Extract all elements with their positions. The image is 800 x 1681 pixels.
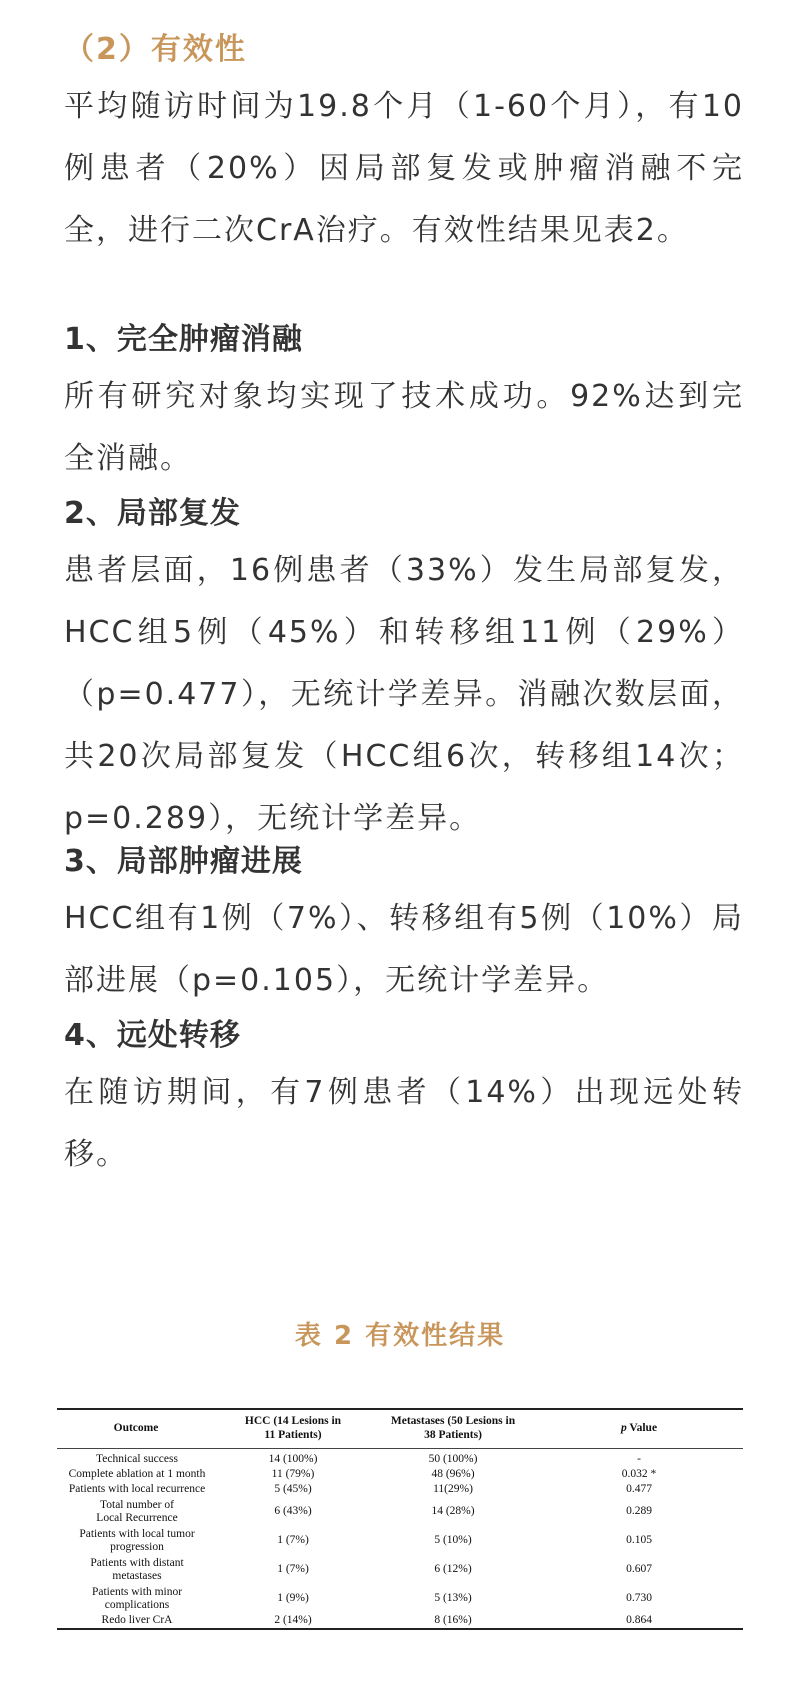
table-row	[57, 1526, 743, 1555]
cell-p-value: 0.477	[626, 1483, 652, 1495]
cell-hcc: 1 (7%)	[277, 1563, 309, 1575]
subsection-heading-local-recurrence: 2、局部复发	[64, 496, 241, 531]
cell-outcome	[57, 1555, 215, 1584]
table-row	[57, 1497, 743, 1526]
outcome-line: Complete ablation at 1 month	[68, 1468, 206, 1480]
outcome-line: metastases	[112, 1569, 162, 1582]
cell-hcc: 6 (43%)	[274, 1505, 312, 1517]
header-p-symbol: p	[620, 1422, 627, 1434]
cell-outcome	[57, 1497, 215, 1526]
cell-hcc: 5 (45%)	[274, 1483, 312, 1495]
subsection-body-local-progression: HCC组有1例（7%）、转移组有5例（10%）局部进展（p=0.105），无统计学差异。	[64, 901, 744, 998]
subsection-heading-distant-metastasis: 4、远处转移	[64, 1018, 241, 1053]
intro-paragraph: 平均随访时间为19.8个月（1-60个月），有10例患者（20%）因局部复发或肿瘤消融不完全，进行二次CrA治疗。有效性结果见表2。	[64, 89, 744, 248]
header-hcc	[215, 1409, 371, 1449]
cell-hcc: 2 (14%)	[274, 1614, 312, 1626]
outcome-line: Patients with minor	[91, 1585, 183, 1598]
outcome-line: Patients with distant	[90, 1556, 184, 1569]
cell-metastases: 6 (12%)	[434, 1563, 472, 1575]
table-row	[57, 1449, 743, 1468]
cell-hcc: 1 (7%)	[277, 1534, 309, 1546]
table-caption: 表 2 有效性结果	[294, 1321, 506, 1351]
outcome-line: Technical success	[96, 1453, 178, 1465]
cell-p-value: -	[637, 1453, 641, 1465]
cell-p-value: 0.730	[626, 1592, 652, 1604]
cell-metastases: 50 (100%)	[428, 1453, 478, 1465]
subsection-body-complete-ablation: 所有研究对象均实现了技术成功。92%达到完全消融。	[64, 379, 744, 476]
subsection-body-distant-metastasis: 在随访期间，有7例患者（14%）出现远处转移。	[64, 1075, 744, 1172]
table-row	[57, 1467, 743, 1482]
cell-metastases: 14 (28%)	[431, 1505, 475, 1517]
header-metastases-line2: 38 Patients)	[424, 1429, 482, 1441]
cell-metastases: 5 (13%)	[434, 1592, 472, 1604]
table-header-row	[57, 1409, 743, 1449]
outcome-line: Local Recurrence	[96, 1511, 178, 1524]
cell-outcome	[57, 1613, 215, 1629]
outcome-line: progression	[110, 1540, 164, 1553]
cell-p-value: 0.289	[626, 1505, 652, 1517]
cell-hcc: 1 (9%)	[277, 1592, 309, 1604]
header-p-value	[535, 1409, 743, 1449]
header-p-label: Value	[626, 1422, 658, 1434]
cell-outcome	[57, 1526, 215, 1555]
outcome-line: Patients with local tumor	[79, 1527, 195, 1540]
cell-p-value: 0.032 *	[621, 1468, 657, 1480]
header-hcc-line1: HCC (14 Lesions in	[244, 1415, 342, 1427]
outcome-line: Total number of	[100, 1498, 174, 1511]
cell-p-value: 0.607	[626, 1563, 652, 1575]
cell-metastases: 11(29%)	[433, 1483, 473, 1495]
table-row	[57, 1482, 743, 1497]
cell-metastases: 8 (16%)	[434, 1614, 472, 1626]
subsection-body-local-recurrence: 患者层面，16例患者（33%）发生局部复发，HCC组5例（45%）和转移组11例（29%）（p=0.477），无统计学差异。消融次数层面，共20次局部复发（HCC组6次，转移组14次；p=0.289），无统计学差异。	[64, 553, 744, 836]
cell-outcome	[57, 1467, 215, 1482]
cell-outcome	[57, 1449, 215, 1468]
cell-hcc: 14 (100%)	[268, 1453, 318, 1465]
cell-p-value: 0.105	[626, 1534, 652, 1546]
table-row	[57, 1613, 743, 1629]
header-hcc-line2: 11 Patients)	[264, 1429, 322, 1441]
outcome-line: complications	[104, 1598, 170, 1611]
cell-metastases: 48 (96%)	[431, 1468, 475, 1480]
section-title: （2）有效性	[64, 32, 247, 67]
header-outcome: Outcome	[113, 1422, 159, 1434]
header-metastases-line1: Metastases (50 Lesions in	[390, 1415, 516, 1427]
outcome-line: Patients with local recurrence	[68, 1483, 206, 1495]
table-row	[57, 1555, 743, 1584]
outcome-line: Redo liver CrA	[101, 1614, 173, 1626]
cell-metastases: 5 (10%)	[434, 1534, 472, 1546]
header-metastases	[371, 1409, 535, 1449]
table-row	[57, 1584, 743, 1613]
cell-outcome	[57, 1482, 215, 1497]
subsection-heading-complete-ablation: 1、完全肿瘤消融	[64, 322, 303, 357]
subsection-heading-local-progression: 3、局部肿瘤进展	[64, 844, 303, 879]
cell-outcome	[57, 1584, 215, 1613]
cell-p-value: 0.864	[626, 1614, 652, 1626]
efficacy-results-table	[57, 1408, 743, 1630]
cell-hcc: 11 (79%)	[271, 1468, 315, 1480]
